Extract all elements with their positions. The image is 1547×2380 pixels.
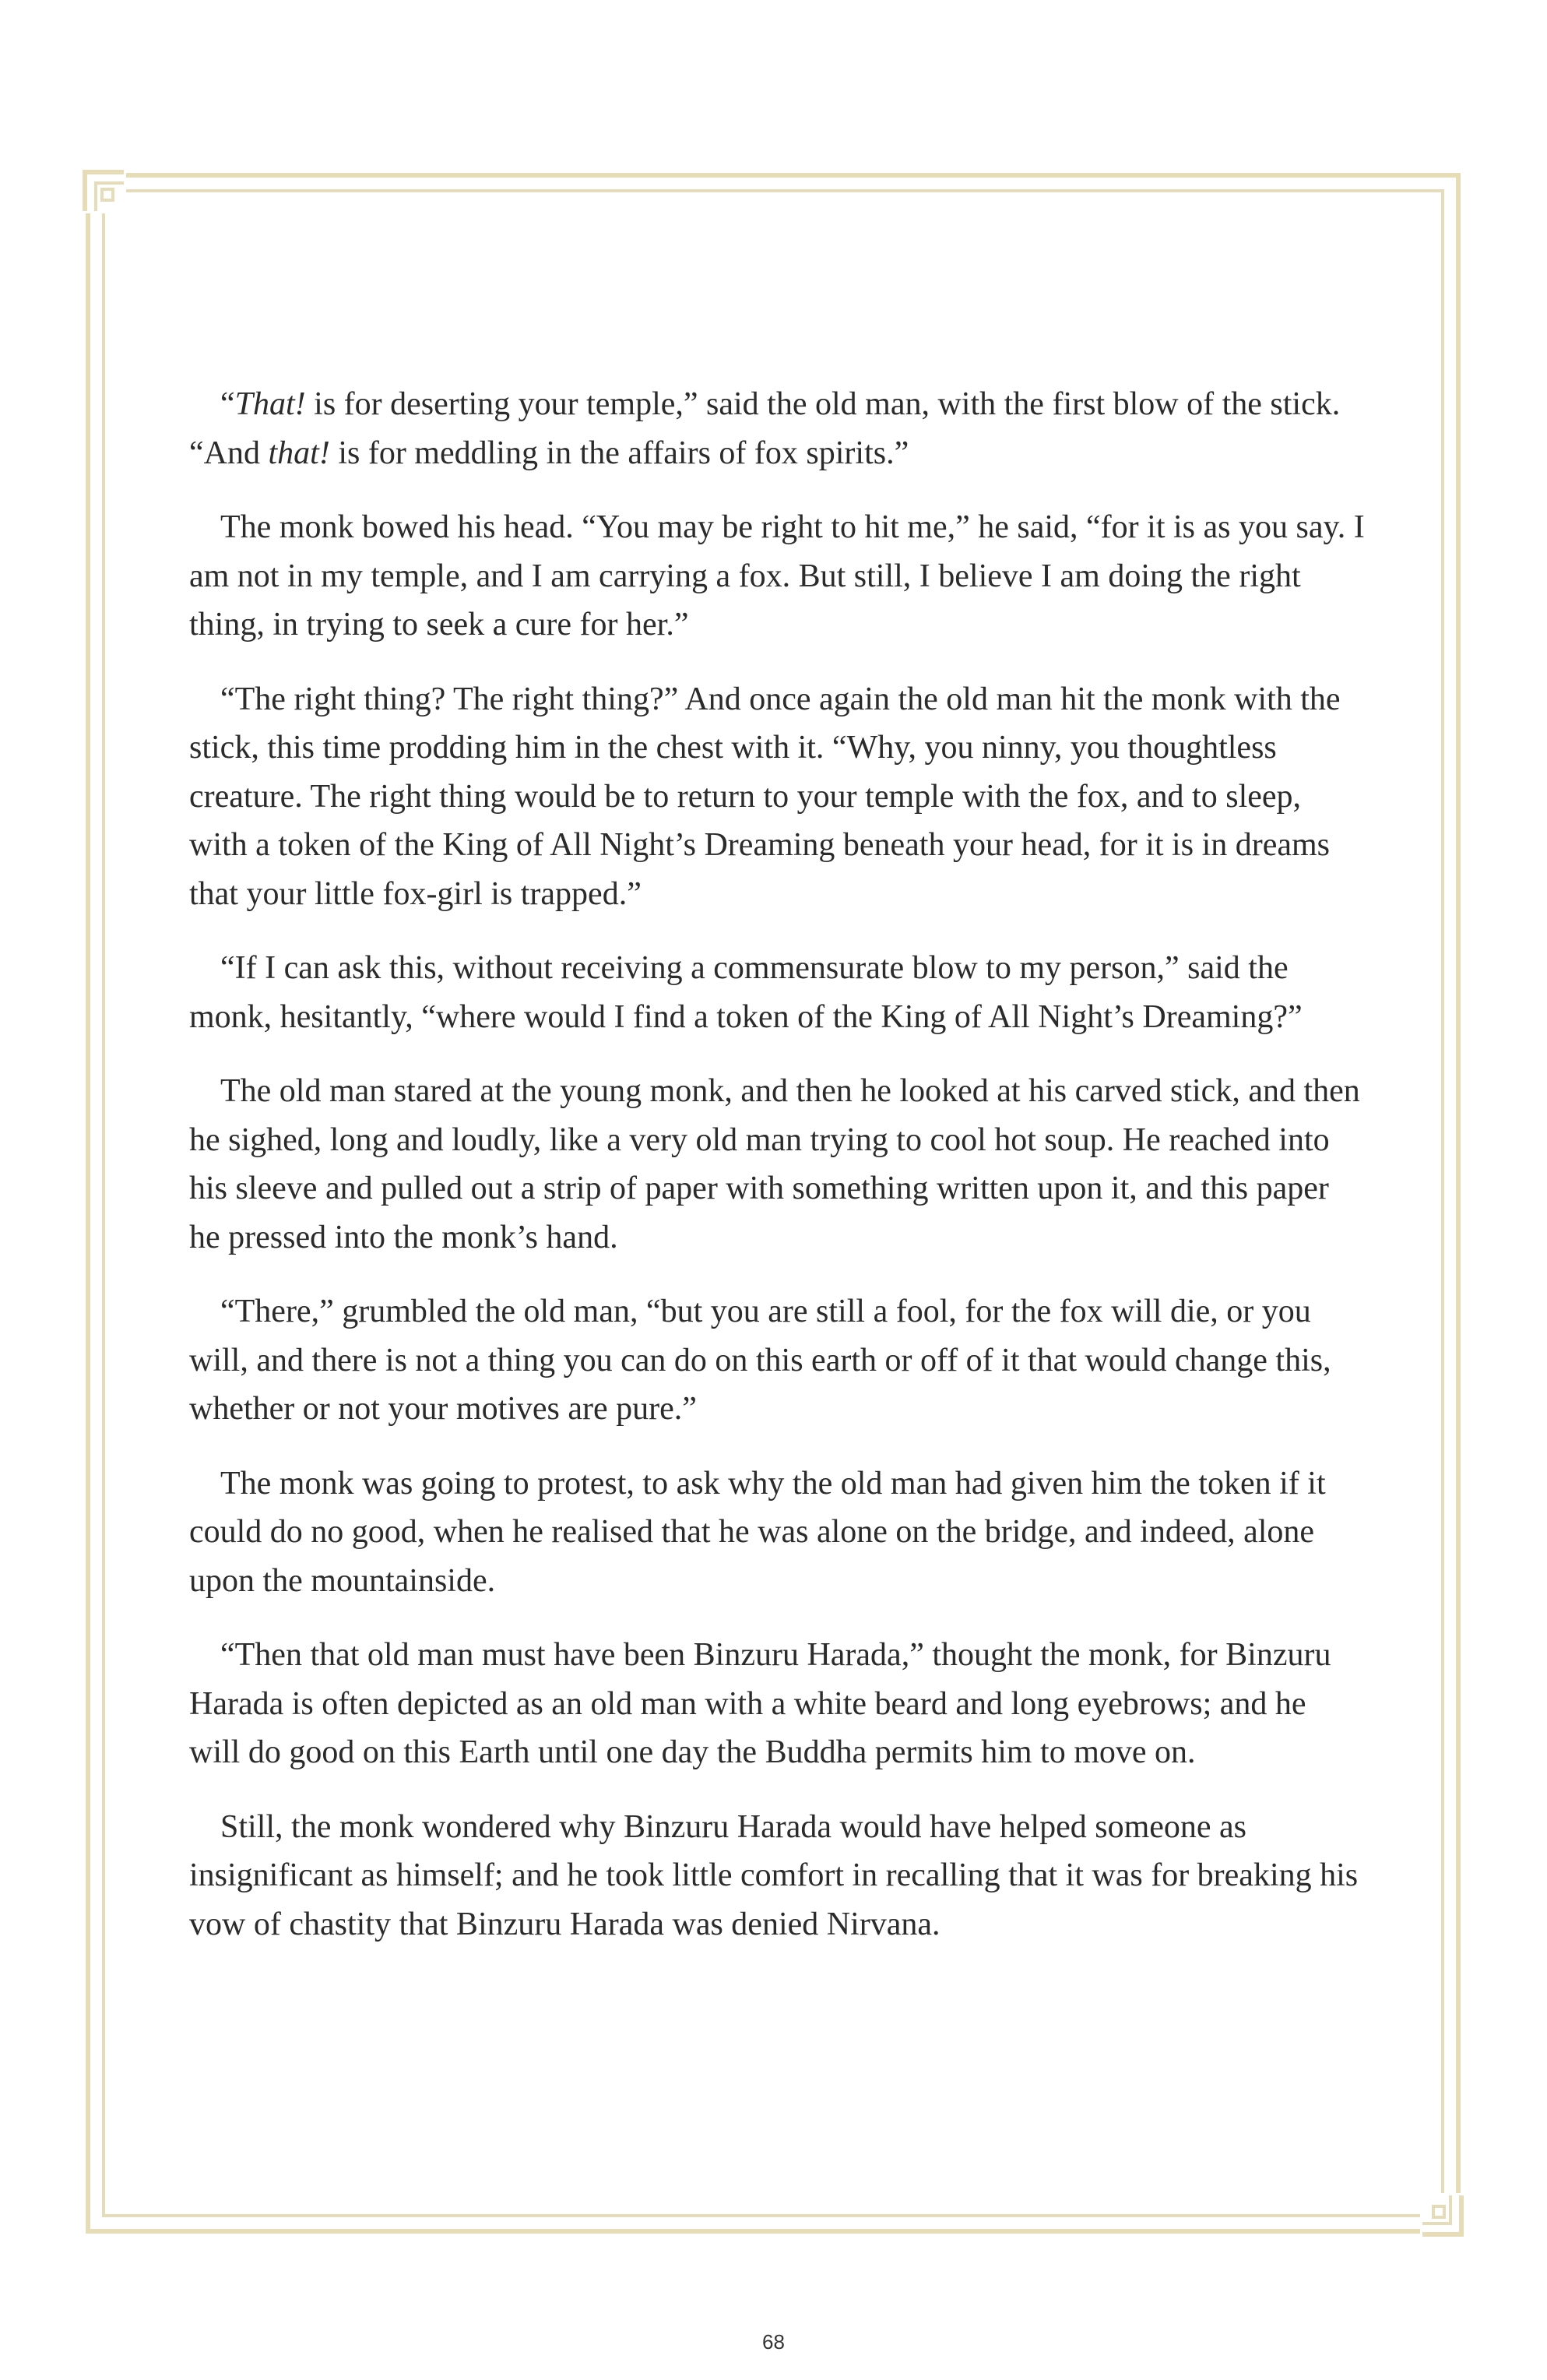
paragraph: The monk was going to protest, to ask why the old man had given him the token if it could do no good, when he realised that he was alone on the bridge, and indeed, alone upon the mountainside. — [189, 1465, 1326, 1599]
paragraph — [189, 380, 1365, 477]
open-quote: “ — [220, 386, 235, 422]
emphasis-that: That! — [234, 386, 306, 422]
corner-ornament-bottom-right — [1420, 2193, 1464, 2237]
paragraph: The old man stared at the young monk, and then he looked at his carved stick, and then he sighed, long and loudly, like a very old man trying to cool hot soup. He reached into his sleeve and pulled out a strip of paper with something written upon it, and this paper he pressed into the monk’s hand. — [189, 1073, 1360, 1255]
story-text — [189, 380, 1365, 1974]
paragraph-text: is for deserting your temple,” said the old man, with the first blow of the stick. “And — [189, 386, 1341, 471]
paragraph: The monk bowed his head. “You may be right to hit me,” he said, “for it is as you say. I am not in my temple, and I am carrying a fox. But still, I believe I am doing the right thing, in trying to seek a cure for her.” — [189, 509, 1365, 643]
paragraph: “The right thing? The right thing?” And once again the old man hit the monk with the stick, this time prodding him in the chest with it. “Why, you ninny, you thoughtless creature. The right thing would be to return to your temple with the fox, and to sleep, with a token of the King of All Night’s Dreaming beneath your head, for it is in dreams that your little fox-girl is trapped.” — [189, 681, 1341, 912]
emphasis-that-lower: that! — [268, 435, 330, 471]
paragraph-text: is for meddling in the affairs of fox spirits.” — [329, 435, 909, 471]
paragraph: “Then that old man must have been Binzuru Harada,” thought the monk, for Binzuru Harada is often depicted as an old man with a white beard and long eyebrows; and he will do good on this Earth until one day the Buddha permits him to move on. — [189, 1637, 1331, 1770]
page-number: 68 — [762, 2330, 785, 2354]
paragraph: Still, the monk wondered why Binzuru Harada would have helped someone as insignificant as himself; and he took little comfort in recalling that it was for breaking his vow of chastity that Binzuru Harada was denied Nirvana. — [189, 1808, 1359, 1942]
paragraph: “There,” grumbled the old man, “but you are still a fool, for the fox will die, or you will, and there is not a thing you can do on this earth or off of it that would change this, whether or not your motives are pure.” — [189, 1294, 1331, 1427]
paragraph: “If I can ask this, without receiving a commensurate blow to my person,” said the monk, hesitantly, “where would I find a token of the King of All Night’s Dreaming?” — [189, 950, 1303, 1035]
corner-ornament-top-left — [83, 170, 126, 213]
